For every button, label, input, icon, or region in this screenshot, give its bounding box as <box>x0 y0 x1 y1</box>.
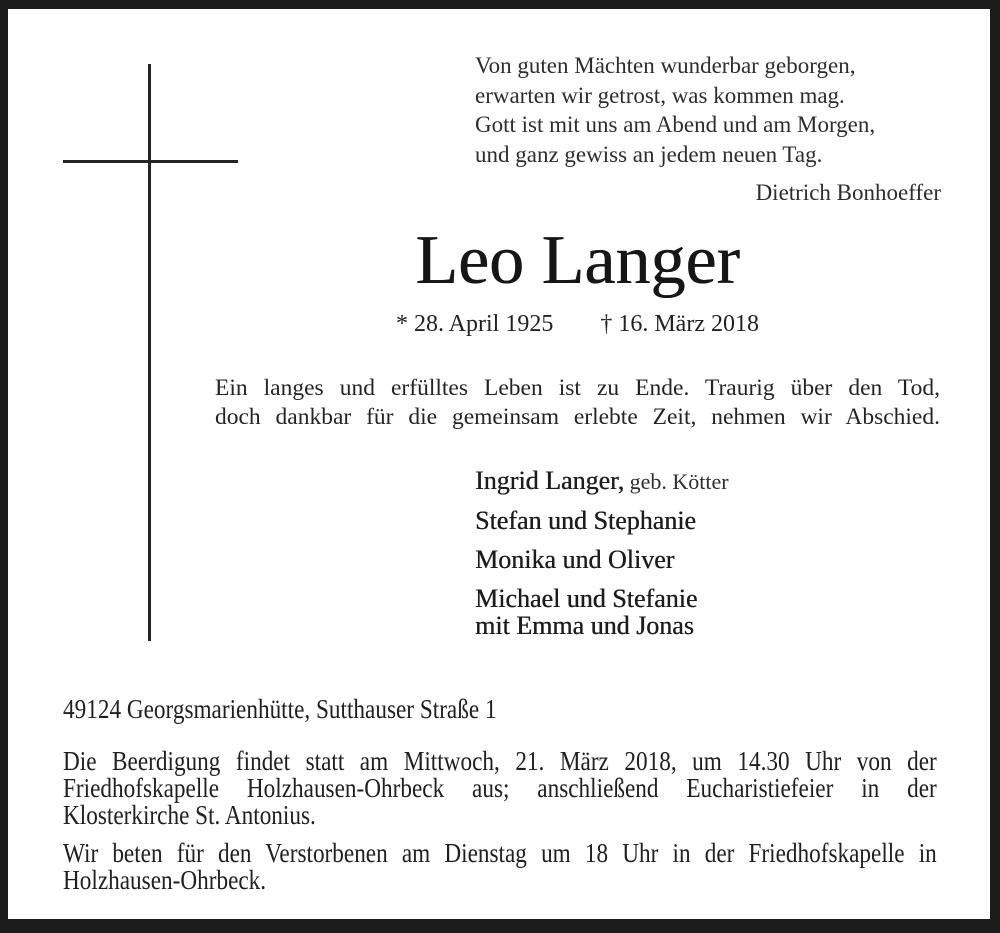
mourner-row: Stefan und Stephanie <box>475 506 696 535</box>
cross-horizontal-bar <box>63 160 238 163</box>
funeral-line: Klosterkirche St. Antonius. <box>63 800 316 830</box>
obituary-paragraph <box>215 374 940 432</box>
mourner-row: Monika und Oliver <box>475 545 675 574</box>
life-dates <box>215 311 940 338</box>
funeral-line: Die Beerdigung findet statt am Mittwoch, 21. März 2018, um 14.30 Uhr von der <box>63 746 937 776</box>
prayer-line: Wir beten für den Verstorbenen am Dienstag um 18 Uhr in der Friedhofskapelle in <box>63 838 937 868</box>
spouse-maiden-name: geb. Kötter <box>624 469 729 494</box>
quote-attribution: Dietrich Bonhoeffer <box>755 180 941 205</box>
death-date: † 16. März 2018 <box>600 311 759 337</box>
cross-vertical-bar <box>148 64 151 641</box>
obituary-line: doch dankbar für die gemeinsam erlebte Zeit, nehmen wir Abschied. <box>215 404 940 430</box>
mourner-row: Michael und Stefanie <box>475 584 698 613</box>
funeral-paragraph <box>63 748 937 829</box>
deceased-name: Leo Langer <box>415 222 740 299</box>
funeral-line: Friedhofskapelle Holzhausen-Ohrbeck aus; anschließend Eucharistiefeier in der <box>63 773 937 803</box>
prayer-line: Holzhausen-Ohrbeck. <box>63 865 267 895</box>
quote-line: und ganz gewiss an jedem neuen Tag. <box>475 141 823 167</box>
mourners-list <box>475 467 729 651</box>
address-line: 49124 Georgsmarienhütte, Sutthauser Straße 1 <box>63 694 497 724</box>
prayer-paragraph <box>63 840 937 894</box>
quote-line: erwarten wir getrost, was kommen mag. <box>475 82 845 108</box>
obituary-line: Ein langes und erfülltes Leben ist zu Ende. Traurig über den Tod, <box>215 375 940 401</box>
mourner-spouse <box>475 467 729 495</box>
service-information-section <box>63 696 937 894</box>
birth-date: * 28. April 1925 <box>396 311 554 337</box>
quote-line: Gott ist mit uns am Abend und am Morgen, <box>475 112 876 137</box>
opening-quote <box>475 51 941 208</box>
spouse-name: Ingrid Langer, <box>475 466 625 495</box>
mourner-row-grandchildren: mit Emma und Jonas <box>475 611 694 640</box>
quote-line: Von guten Mächten wunderbar geborgen, <box>475 53 856 78</box>
